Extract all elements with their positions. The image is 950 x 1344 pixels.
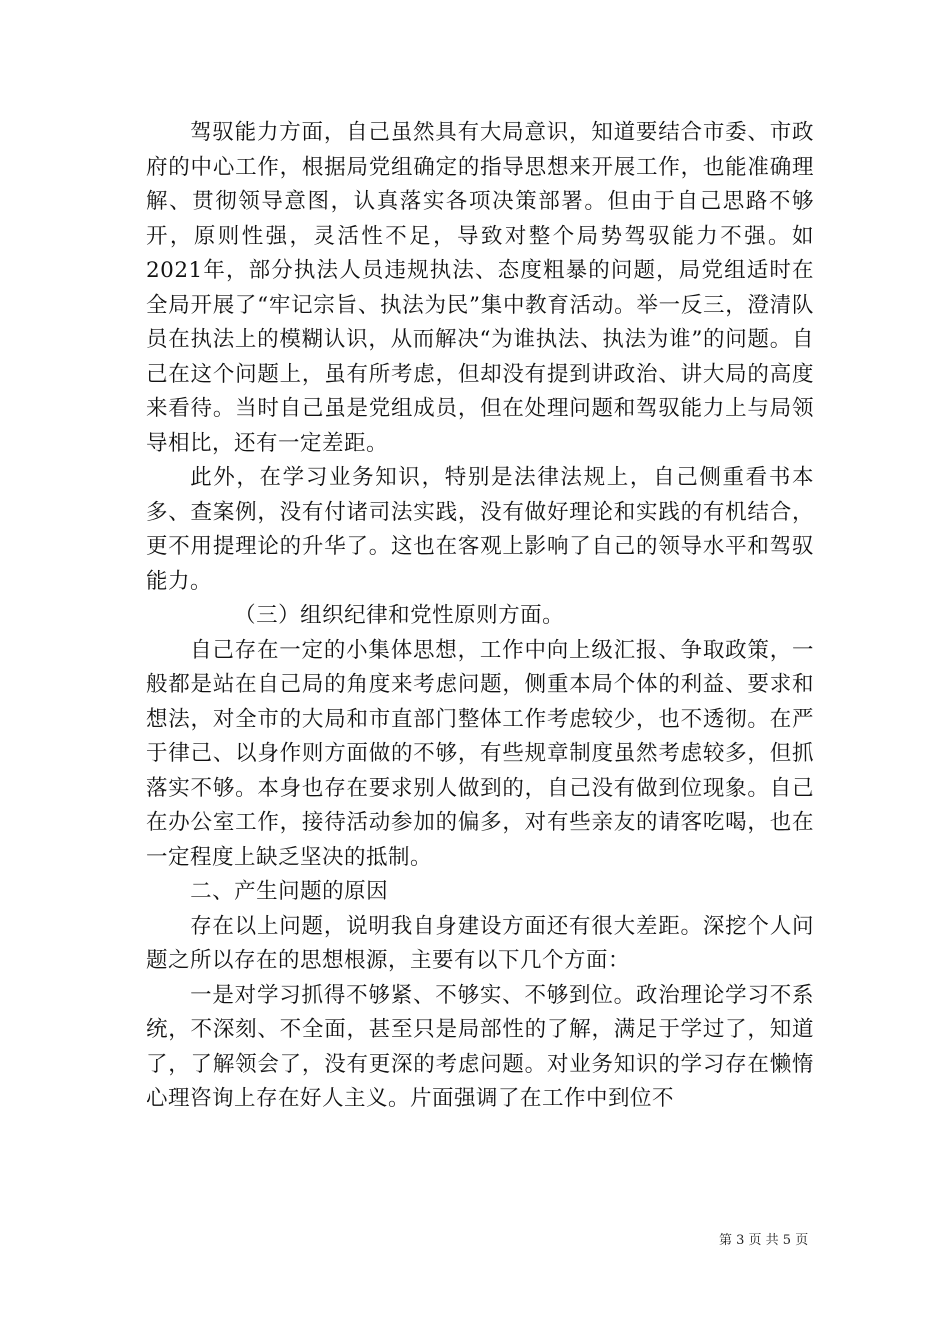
section-heading-discipline: （三）组织纪律和党性原则方面。	[234, 603, 565, 628]
document-body	[146, 116, 814, 1117]
paragraph-legal-knowledge: 此外，在学习业务知识，特别是法律法规上，自己侧重看书本多、查案例，没有付诸司法实践，没有做好理论和实践的有机结合，更不用提理论的升华了。这也在客观上影响了自己的领导水平和驾驭能力。	[146, 465, 814, 594]
section-heading-causes: 二、产生问题的原因	[190, 879, 389, 904]
paragraph-study-issue: 一是对学习抓得不够紧、不够实、不够到位。政治理论学习不系统，不深刻、不全面，甚至只是局部性的了解，满足于学过了，知道了，了解领会了，没有更深的考虑问题。对业务知识的学习存在懒惰心理咨询上存在好人主义。片面强调了在工作中到位不	[146, 982, 814, 1111]
paragraph-causes-intro: 存在以上问题，说明我自身建设方面还有很大差距。深挖个人问题之所以存在的思想根源，主要有以下几个方面：	[146, 913, 814, 973]
paragraph-small-group-thinking: 自己存在一定的小集体思想，工作中向上级汇报、争取政策，一般都是站在自己局的角度来考虑问题，侧重本局个体的利益、要求和想法，对全市的大局和市直部门整体工作考虑较少，也不透彻。在严于律己、以身作则方面做的不够，有些规章制度虽然考虑较多，但抓落实不够。本身也存在要求别人做到的，自己没有做到位现象。自己在办公室工作，接待活动参加的偏多，对有些亲友的请客吃喝，也在一定程度上缺乏坚决的抵制。	[146, 637, 814, 870]
paragraph-leadership-ability: 驾驭能力方面，自己虽然具有大局意识，知道要结合市委、市政府的中心工作，根据局党组确定的指导思想来开展工作，也能准确理解、贯彻领导意图，认真落实各项决策部署。但由于自己思路不够开，原则性强，灵活性不足，导致对整个局势驾驭能力不强。如2021年，部分执法人员违规执法、态度粗暴的问题，局党组适时在全局开展了“牢记宗旨、执法为民”集中教育活动。举一反三，澄清队员在执法上的模糊认识，从而解决“为谁执法、执法为谁”的问题。自己在这个问题上，虽有所考虑，但却没有提到讲政治、讲大局的高度来看待。当时自己虽是党组成员，但在处理问题和驾驭能力上与局领导相比，还有一定差距。	[146, 120, 814, 456]
page-number-footer: 第 3 页 共 5 页	[719, 1233, 809, 1248]
